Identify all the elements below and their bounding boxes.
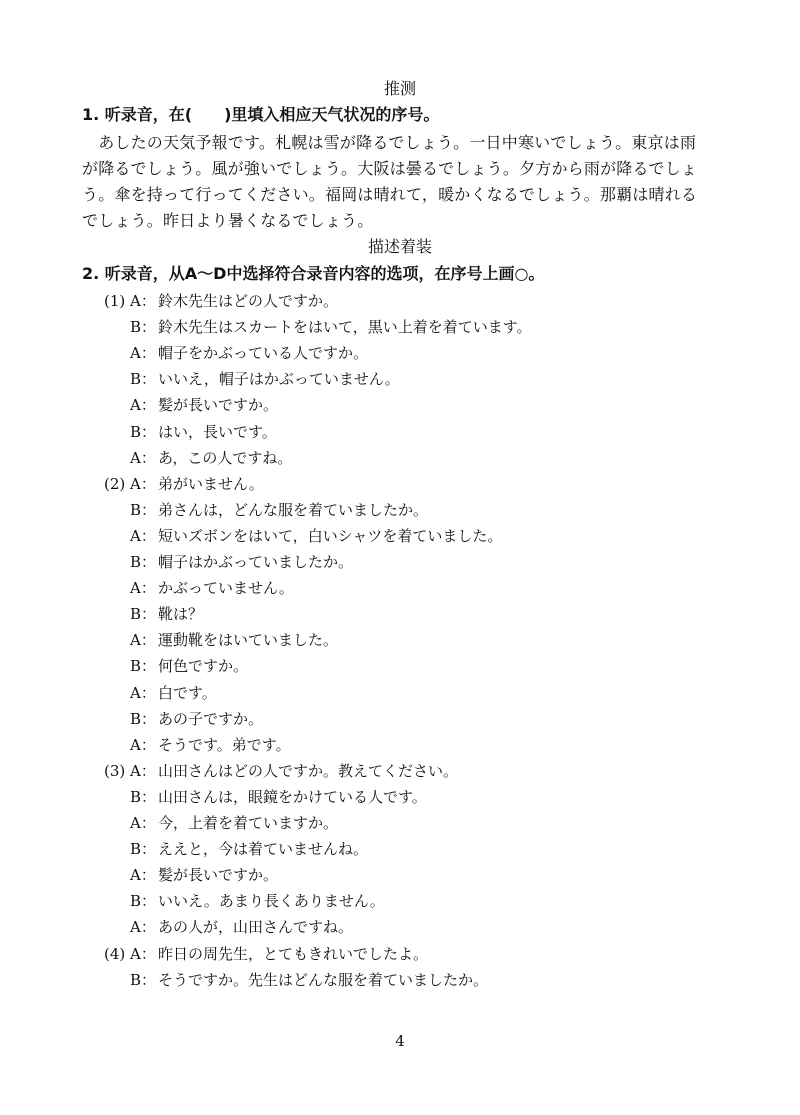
- dialogue-text: あ，この人ですね。: [158, 449, 293, 467]
- speaker-label: B：: [130, 840, 157, 858]
- speaker-label: B：: [130, 370, 157, 388]
- dialogue-text: 運動靴をはいていました。: [158, 631, 339, 649]
- dialogue-number: (2): [104, 475, 126, 493]
- speaker-label: A：: [130, 918, 156, 936]
- dialogue-line: [130, 735, 291, 755]
- speaker-label: A：: [130, 579, 156, 597]
- speaker-label: B：: [130, 605, 157, 623]
- dialogue-line: [130, 917, 353, 937]
- dialogue-number: (4): [104, 945, 126, 963]
- dialogue-line: [130, 656, 248, 676]
- speaker-label: A：: [130, 292, 156, 310]
- dialogue-text: 帽子はかぶっていましたか。: [158, 553, 354, 571]
- speaker-label: A：: [130, 814, 156, 832]
- dialogue-text: 弟さんは，どんな服を着ていましたか。: [158, 501, 429, 519]
- paragraph-line: が降るでしょう。風が強いでしょう。大阪は曇るでしょう。夕方から雨が降るでしょ: [82, 159, 698, 178]
- dialogue-text: あの子ですか。: [158, 710, 264, 728]
- dialogue-line: [130, 709, 263, 729]
- speaker-label: A：: [130, 396, 156, 414]
- dialogue-line: [130, 787, 427, 807]
- dialogue-line: [130, 944, 428, 964]
- dialogue-text: いいえ，帽子はかぶっていません。: [158, 370, 400, 388]
- speaker-label: A：: [130, 866, 156, 884]
- speaker-label: A：: [130, 344, 156, 362]
- speaker-label: A：: [130, 684, 156, 702]
- speaker-label: A：: [130, 762, 156, 780]
- speaker-label: A：: [130, 449, 156, 467]
- speaker-label: A：: [130, 527, 156, 545]
- dialogue-line: [130, 474, 264, 494]
- dialogue-line: [130, 526, 502, 546]
- dialogue-line: [130, 630, 338, 650]
- dialogue-number: (1): [104, 292, 126, 310]
- question-2-title: 2. 听录音，从A～D中选择符合录音内容的选项，在序号上画○。: [82, 264, 545, 283]
- dialogue-text: 帽子をかぶっている人ですか。: [158, 344, 369, 362]
- dialogue-text: はい，長いです。: [158, 423, 277, 441]
- dialogue-text: 今，上着を着ていますか。: [158, 814, 339, 832]
- dialogue-line: [130, 839, 368, 859]
- dialogue-text: 山田さんは，眼鏡をかけている人です。: [158, 788, 427, 806]
- dialogue-text: 鈴木先生はスカートをはいて，黒い上着を着ています。: [158, 318, 532, 336]
- dialogue-text: いいえ。あまり長くありません。: [158, 892, 385, 910]
- speaker-label: B：: [130, 788, 157, 806]
- paragraph-line: でしょう。昨日より暑くなるでしょう。: [82, 211, 374, 230]
- speaker-label: B：: [130, 501, 157, 519]
- section-heading-clothing: 描述着装: [367, 237, 432, 256]
- dialogue-line: [130, 604, 203, 624]
- dialogue-text: 何色ですか。: [158, 657, 249, 675]
- dialogue-line: [130, 395, 278, 415]
- dialogue-line: [130, 761, 458, 781]
- speaker-label: B：: [130, 657, 157, 675]
- section-heading-inference: 推测: [383, 79, 416, 98]
- dialogue-line: [130, 291, 338, 311]
- dialogue-text: そうです。弟です。: [158, 736, 291, 754]
- dialogue-text: 弟がいません。: [158, 475, 264, 493]
- dialogue-text: 髪が長いですか。: [158, 866, 279, 884]
- dialogue-line: [130, 317, 532, 337]
- dialogue-line: [130, 422, 277, 442]
- dialogue-text: あの人が，山田さんですね。: [158, 918, 354, 936]
- dialogue-text: 山田さんはどの人ですか。教えてください。: [158, 762, 459, 780]
- paragraph-line: あしたの天気予報です。札幌は雪が降るでしょう。一日中寒いでしょう。東京は雨: [82, 133, 697, 152]
- speaker-label: B：: [130, 553, 157, 571]
- dialogue-line: [130, 369, 400, 389]
- dialogue-line: [130, 552, 353, 572]
- speaker-label: A：: [130, 945, 156, 963]
- dialogue-line: [130, 578, 294, 598]
- dialogue-text: 靴は？: [158, 605, 204, 623]
- dialogue-text: 髪が長いですか。: [158, 396, 279, 414]
- speaker-label: B：: [130, 710, 157, 728]
- dialogue-text: かぶっていません。: [158, 579, 294, 597]
- speaker-label: B：: [130, 423, 157, 441]
- dialogue-text: 昨日の周先生，とてもきれいでしたよ。: [158, 945, 429, 963]
- dialogue-line: [130, 343, 368, 363]
- speaker-label: A：: [130, 736, 156, 754]
- dialogue-text: 短いズボンをはいて，白いシャツを着ていました。: [158, 527, 503, 545]
- speaker-label: B：: [130, 971, 157, 989]
- dialogue-text: ええと，今は着ていませんね。: [158, 840, 369, 858]
- paragraph-line: う。傘を持って行ってください。福岡は晴れて，暖かくなるでしょう。那覇は晴れる: [82, 185, 698, 204]
- dialogue-text: 鈴木先生はどの人ですか。: [158, 292, 339, 310]
- dialogue-text: そうですか。先生はどんな服を着ていましたか。: [158, 971, 489, 989]
- dialogue-text: 白です。: [158, 684, 217, 702]
- speaker-label: B：: [130, 892, 157, 910]
- dialogue-line: [130, 500, 428, 520]
- dialogue-number: (3): [104, 762, 126, 780]
- speaker-label: A：: [130, 631, 156, 649]
- question-1-title: 1. 听录音，在( )里填入相应天气状况的序号。: [82, 105, 440, 124]
- dialogue-line: [130, 970, 488, 990]
- page-number: 4: [395, 1032, 405, 1050]
- dialogue-line: [130, 448, 292, 468]
- dialogue-line: [130, 891, 385, 911]
- speaker-label: A：: [130, 475, 156, 493]
- dialogue-line: [130, 813, 338, 833]
- speaker-label: B：: [130, 318, 157, 336]
- dialogue-line: [130, 683, 217, 703]
- dialogue-line: [130, 865, 278, 885]
